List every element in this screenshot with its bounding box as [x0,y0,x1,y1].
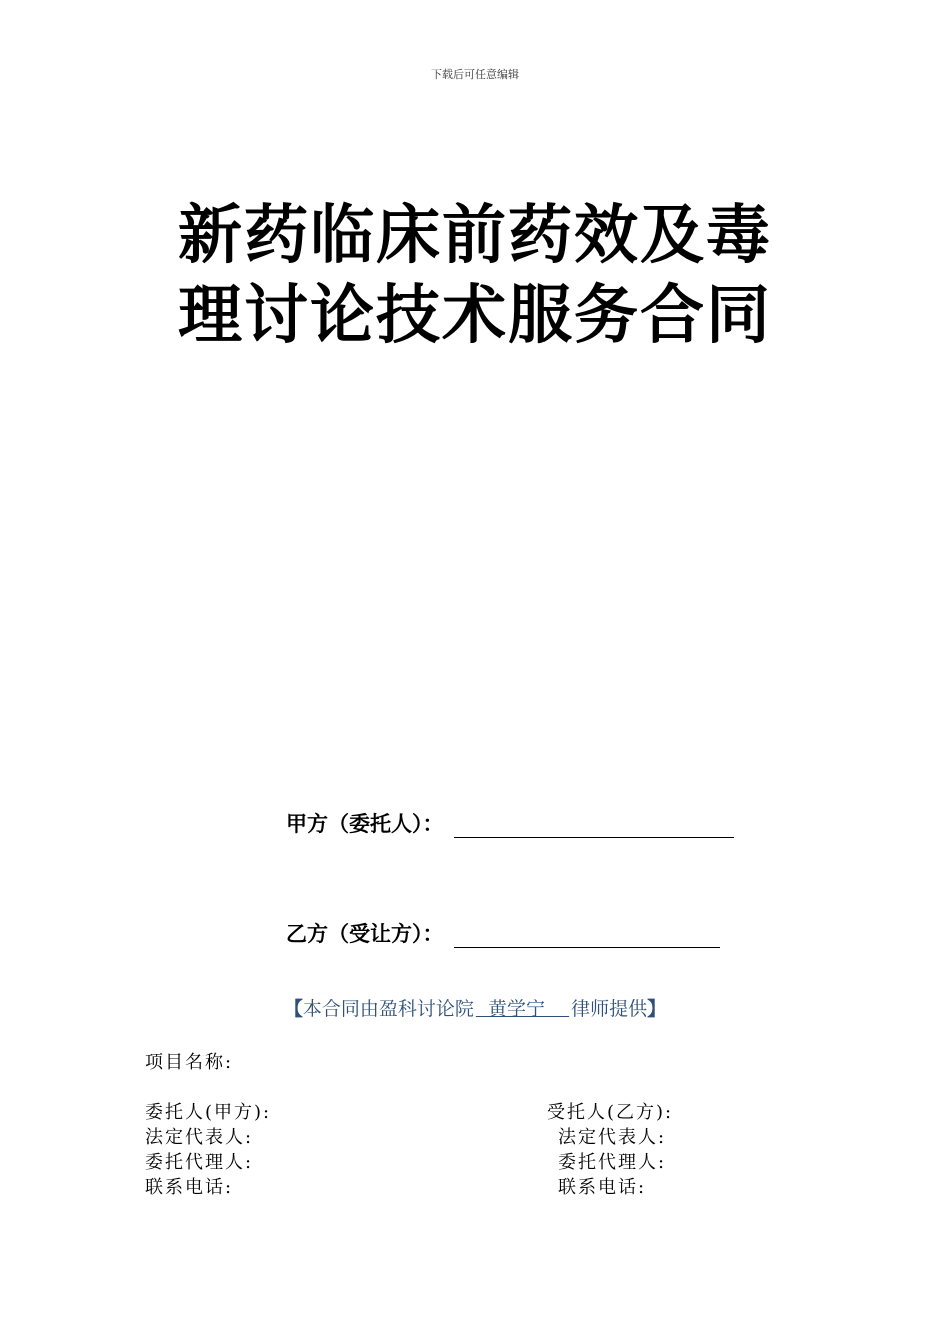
title-line-2: 理讨论技术服务合同 [178,279,772,353]
party-a-blank [454,815,734,838]
client-legal-rep-label: 法定代表人: [145,1127,254,1148]
party-b-blank [454,925,720,948]
lawyer-name: 黄学宁 [487,998,545,1020]
trustee-label: 受托人(乙方): [547,1102,674,1123]
client-label: 委托人(甲方): [145,1102,272,1123]
title-line-1: 新药临床前药效及毒 [178,199,772,273]
trustee-agent-label: 委托代理人: [558,1152,667,1173]
provider-open-bracket: 【 [283,998,303,1020]
provider-suffix: 律师提供 [571,998,648,1020]
provider-close-bracket: 】 [647,998,667,1020]
header-note: 下载后可任意编辑 [431,68,519,81]
party-b-line [286,918,720,948]
trustee-legal-rep-label: 法定代表人: [558,1127,667,1148]
project-name-label: 项目名称: [145,1052,234,1073]
party-a-line [286,808,734,838]
contract-title [0,196,950,356]
provider-prefix: 本合同由盈科讨论院 [302,998,474,1020]
party-a-label: 甲方（委托人）： [286,812,444,836]
trustee-phone-label: 联系电话: [558,1177,647,1198]
provider-note [0,994,950,1021]
client-phone-label: 联系电话: [145,1177,234,1198]
party-b-label: 乙方（受让方）： [286,922,444,946]
client-agent-label: 委托代理人: [145,1152,254,1173]
